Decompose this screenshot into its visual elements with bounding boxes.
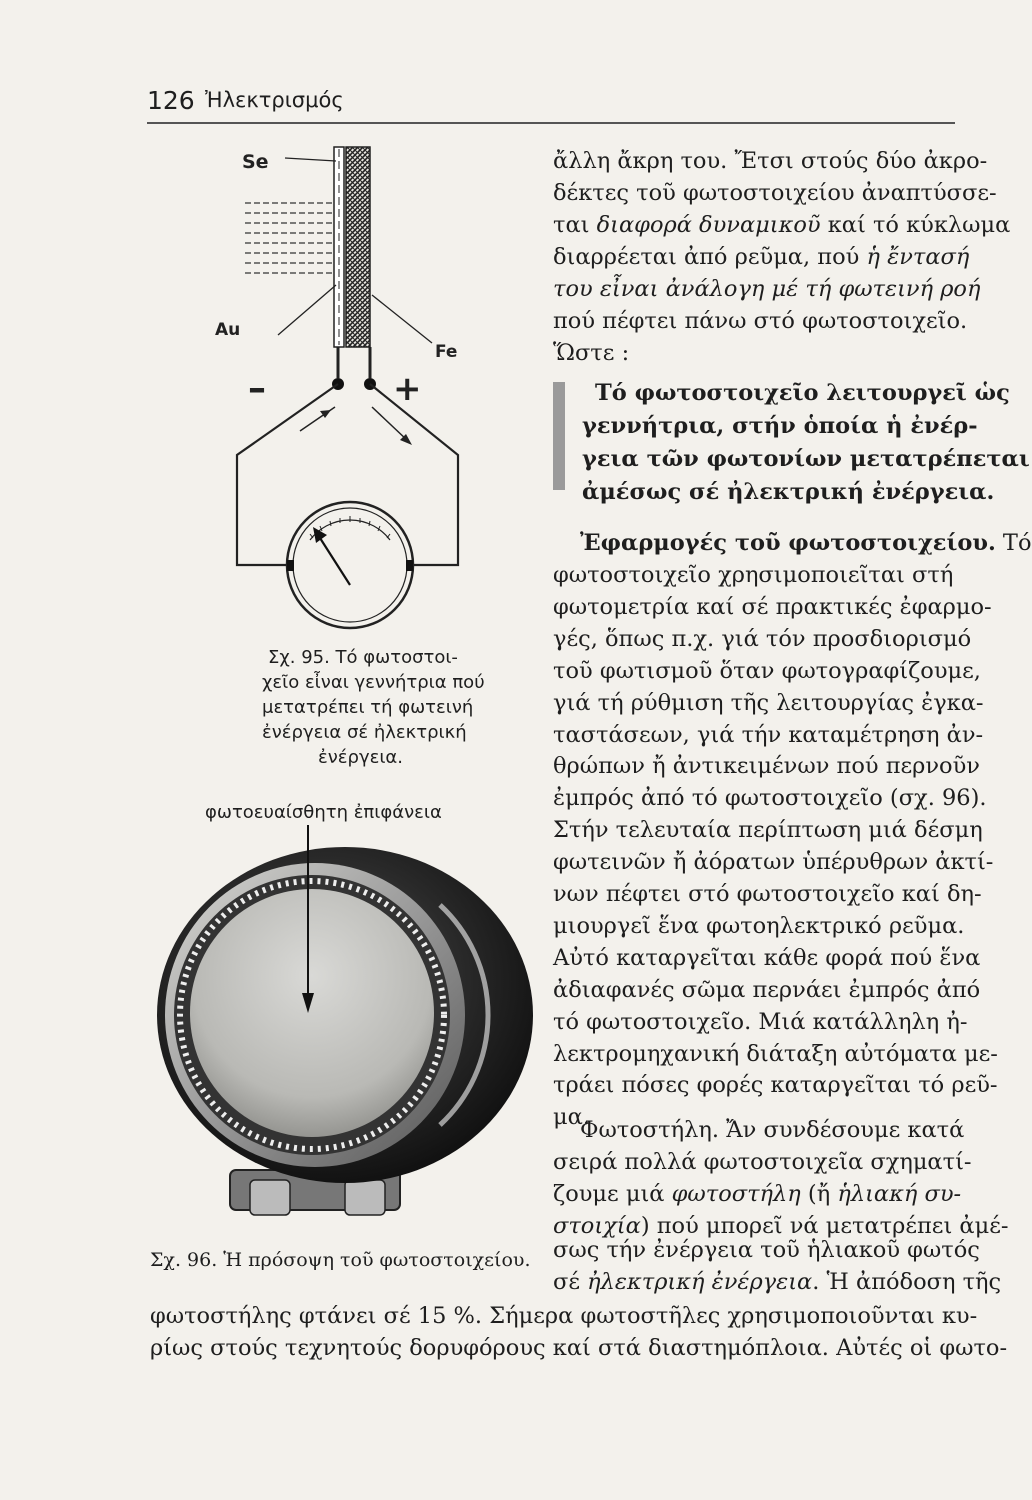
section-photostele: Φωτοστήλη. Ἄν συνδέσουμε κατά bbox=[580, 1117, 965, 1143]
highlight-line: γεια τῶν φωτονίων μετατρέπεται bbox=[582, 446, 1030, 472]
text-line: ἀδιαφανές σῶμα περνάει ἐμπρός ἀπό bbox=[553, 977, 981, 1003]
text-line: θρώπων ἤ ἀντικειμένων πού περνοῦν bbox=[553, 753, 980, 779]
text-line: φωτοστήλης φτάνει σέ 15 %. Σήμερα φωτοστῆλες χρησιμοποιοῦνται κυ- bbox=[150, 1303, 978, 1329]
figure-96-caption: Σχ. 96. Ἡ πρόσοψη τοῦ φωτοστοιχείου. bbox=[150, 1249, 531, 1271]
text-line: ρίως στούς τεχνητούς δορυφόρους καί στά διαστημόπλοια. Αὐτές οἱ φωτο- bbox=[150, 1335, 1008, 1361]
minus-sign: – bbox=[248, 368, 266, 409]
text-line: Αὐτό καταργεῖται κάθε φορά πού ἕνα bbox=[553, 945, 981, 971]
text-line: γιά τή ρύθμιση τῆς λειτουργίας ἐγκα- bbox=[553, 690, 984, 716]
text-line: τοῦ φωτισμοῦ ὅταν φωτογραφίζουμε, bbox=[553, 658, 981, 684]
text-line: λεκτρομηχανική διάταξη αὐτόματα με- bbox=[553, 1041, 998, 1067]
figure-95-caption-line: ἐνέργεια σέ ἠλεκτρική bbox=[262, 722, 467, 743]
light-rays bbox=[245, 203, 332, 273]
text-line: Ὥστε : bbox=[553, 340, 630, 366]
highlight-line: γεννήτρια, στήν ὁποία ἡ ἐνέρ- bbox=[582, 413, 978, 439]
text-line: διαρρέεται ἀπό ρεῦμα, πού ἡ ἔντασή bbox=[553, 244, 970, 270]
text-line: γές, ὅπως π.χ. γιά τόν προσδιορισμό bbox=[553, 626, 972, 652]
figure-95-caption-line: ἐνέργεια. bbox=[318, 747, 403, 768]
figure-95-caption-line: Σχ. 95. Τό φωτοστοι- bbox=[268, 647, 458, 668]
plus-sign: + bbox=[393, 369, 422, 409]
text-line: πού πέφτει πάνω στό φωτοστοιχεῖο. bbox=[553, 308, 968, 334]
running-title: Ἠλεκτρισμός bbox=[205, 88, 344, 112]
figure-95-diagram bbox=[150, 135, 610, 665]
text-line: ἄλλη ἄκρη του. Ἔτσι στούς δύο ἀκρο- bbox=[553, 148, 988, 174]
text-line: μιουργεῖ ἕνα φωτοηλεκτρικό ρεῦμα. bbox=[553, 913, 965, 939]
text-line: φωτομετρία καί σέ πρακτικές ἐφαρμο- bbox=[553, 594, 992, 620]
text-line: σως τήν ἐνέργεια τοῦ ἡλιακοῦ φωτός bbox=[553, 1237, 980, 1263]
text-line: ταστάσεων, γιά τήν καταμέτρηση ἀν- bbox=[553, 722, 984, 748]
text-line: σέ ἠλεκτρική ἐνέργεια. Ἡ ἀπόδοση τῆς bbox=[553, 1269, 1002, 1295]
text-line: μα. bbox=[553, 1104, 590, 1130]
text-line: του εἶναι ἀνάλογη μέ τή φωτεινή ροή bbox=[553, 276, 981, 302]
section-applications: Ἐφαρμογές τοῦ φωτοστοιχείου. Τό bbox=[580, 530, 1032, 556]
highlight-line: ἀμέσως σέ ἠλεκτρική ἐνέργεια. bbox=[582, 479, 995, 505]
surface-label: φωτοευαίσθητη ἐπιφάνεια bbox=[205, 802, 442, 823]
text-line: φωτεινῶν ἤ ἀόρατων ὑπέρυθρων ἀκτί- bbox=[553, 849, 994, 875]
header-rule bbox=[147, 122, 955, 124]
figure-95-caption-line: μετατρέπει τή φωτεινή bbox=[262, 697, 474, 718]
text-line: δέκτες τοῦ φωτοστοιχείου ἀναπτύσσε- bbox=[553, 180, 997, 206]
text-line: ζουμε μιά φωτοστήλη (ἤ ἡλιακή συ- bbox=[553, 1181, 962, 1207]
figure-95-caption-line: χεῖο εἶναι γεννήτρια πού bbox=[262, 672, 485, 693]
label-fe: Fe bbox=[435, 342, 458, 362]
text-line: ἐμπρός ἀπό τό φωτοστοιχεῖο (σχ. 96). bbox=[553, 785, 987, 811]
text-line: τράει πόσες φορές καταργεῖται τό ρεῦ- bbox=[553, 1072, 998, 1098]
text-line: φωτοστοιχεῖο χρησιμοποιεῖται στή bbox=[553, 562, 954, 588]
text-line: ται διαφορά δυναμικοῦ καί τό κύκλωμα bbox=[553, 212, 1011, 238]
text-line: Στήν τελευταία περίπτωση μιά δέσμη bbox=[553, 817, 983, 843]
text-line: σειρά πολλά φωτοστοιχεῖα σχηματί- bbox=[553, 1149, 972, 1175]
text-line: νων πέφτει στό φωτοστοιχεῖο καί δη- bbox=[553, 881, 982, 907]
page-number: 126 bbox=[147, 86, 195, 115]
photosensitive-surface bbox=[190, 889, 434, 1137]
figure-96-photo bbox=[140, 815, 540, 1255]
highlight-line: Τό φωτοστοιχεῖο λειτουργεῖ ὡς bbox=[595, 380, 1010, 406]
label-se: Se bbox=[242, 151, 269, 173]
text-line: τό φωτοστοιχεῖο. Μιά κατάλληλη ἠ- bbox=[553, 1009, 968, 1035]
label-au: Au bbox=[215, 320, 241, 340]
iron-plate bbox=[346, 147, 370, 347]
text-line: στοιχία) πού μπορεῖ νά μετατρέπει ἀμέ- bbox=[553, 1213, 1009, 1239]
